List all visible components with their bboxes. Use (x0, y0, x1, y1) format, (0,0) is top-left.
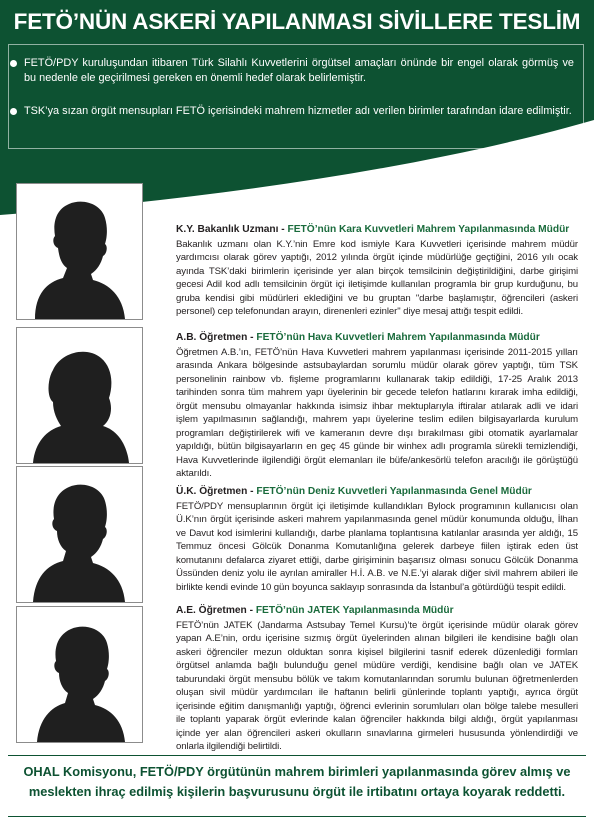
portrait-card (16, 606, 143, 743)
role-label: FETÖ’nün Hava Kuvvetleri Mahrem Yapılanmasında Müdür (256, 332, 540, 343)
profile-section (176, 485, 578, 594)
person-label: A.E. Öğretmen - (176, 605, 256, 616)
footer-conclusion (8, 755, 586, 817)
footer-text: OHAL Komisyonu, FETÖ/PDY örgütünün mahrem birimleri yapılanmasında görev almış ve meslekten ihraç edilmiş kişilerin başvurusunu örgüt ile irtibatını ortaya koyarak reddetti. (23, 764, 571, 799)
portrait-card (16, 466, 143, 603)
role-label: FETÖ’nün Deniz Kuvvetleri Yapılanmasında Genel Müdür (256, 486, 532, 497)
role-label: FETÖ’nün JATEK Yapılanmasında Müdür (255, 605, 454, 616)
section-body: Bakanlık uzmanı olan K.Y.’nin Emre kod ismiyle Kara Kuvvetleri içerisinde mahrem müdür yardımcısı olarak görev yaptığı, 2012 yılında örgüt içinde müdürlüğe geçtiğini, 2016 yılı ocak ayında TSK’daki birimlerin içerisinde yer alan birçok temsilcinin değiştirildiğini, darbe girişimi gecesi Adil kod adlı temsilcinin örgüt içi iletişimde kullanılan programla bir grup kurduğunu, bu gruba kendisi gibi müdürleri eklediğini ve bu gruptan "darbe başlamıştır, öğrencileri (askeri personel) cep telefonundan arayın, direnenleri ezinler" diye mesaj attığı tespit edildi. (176, 239, 578, 318)
male-silhouette-icon (17, 467, 142, 602)
section-heading (176, 604, 578, 617)
profile-section (176, 331, 578, 481)
section-heading (176, 223, 578, 236)
portrait-card (16, 327, 143, 464)
intro-bullet (14, 56, 574, 85)
page-title: FETÖ’NÜN ASKERİ YAPILANMASI SİVİLLERE TESLİM (13, 9, 581, 34)
portrait-card (16, 183, 143, 320)
profile-section (176, 223, 578, 319)
profile-section (176, 604, 578, 754)
person-label: A.B. Öğretmen - (176, 332, 257, 343)
section-body: FETÖ’nün JATEK (Jandarma Astsubay Temel Kursu)’te örgüt içerisinde müdür olarak görev yapan A.E’nin, ordu içerisine sızmış örgüt üyelerinden alınan bilgileri ile kendisine bağlı olan askeri öğrenciler mezun olduktan sonra kişisel bilgilerini tasnif ederek düzenlediği formları örgütsel anlamda bağlı bulunduğu genel müdüre verdiği, kendisine bağlı olan ve JATEK taburundaki örgüt mensubu bölük ve takım komutanlarından sorumlu bulunan öğretmenlerden oluşan sivil müdür yardımcıları ile haftanın belirli günlerinde toplantı yaptığı, ayrıca örgüt içerisinde eğitim danışmanlığı yaptığı, öğrenci evlerinin sorumluları olan bölge talebe mesulleri ile toplantı yaparak örgüt evlerinde kalan öğrenciler hakkında bilgi aldığı, örgüt yapılanması içinde yer alan öğrencileri askeri okulların sınavlarına girmeleri hususunda yönlendirdiği ve onlarla ilgilendiği belirtildi. (176, 620, 578, 753)
bullet-icon (10, 60, 17, 67)
section-heading (176, 331, 578, 344)
bullet-icon (10, 108, 17, 115)
intro-bullet (14, 104, 574, 119)
intro-text: FETÖ/PDY kuruluşundan itibaren Türk Silahlı Kuvvetlerini örgütsel amaçları önünde bir engel olarak görmüş ve bu nedenle ele geçirilmesi gereken en önemli hedef olarak belirlemiştir. (24, 57, 574, 84)
female-silhouette-icon (17, 328, 142, 463)
section-body: FETÖ/PDY mensuplarının örgüt içi iletişimde kullandıkları Bylock programının kullanıcısı olan Ü.K’nın örgüt içerisinde askeri mahrem yapılanmasında genel müdür konumunda olduğu, İlhan ve Davut kod isimlerini kullandığı, darbe planlama toplantısına katılanlar arasında yer aldığı, 15 Temmuz öncesi Gölcük Donanma Komutanlığına gelerek darbeye fiilen iştirak eden üst komutanını defalarca ziyaret ettiği, darbe girişiminin başarısız olması sonucu Gölcük Donanma Üssünden deniz yolu ile ayrılan amiraller H.İ. A.B. ve N.E.’yi alarak diğer sivil mahrem abileri ile birlikte kendi evinde 10 gün boyunca saklayıp sonrasında da İstanbul’a götürdüğü tespit edildi. (176, 501, 578, 593)
section-heading (176, 485, 578, 498)
person-label: K.Y. Bakanlık Uzmanı - (176, 224, 288, 235)
person-label: Ü.K. Öğretmen - (176, 486, 257, 497)
male-silhouette-icon (17, 184, 142, 319)
male-silhouette-icon (17, 607, 142, 742)
role-label: FETÖ’nün Kara Kuvvetleri Mahrem Yapılanmasında Müdür (287, 224, 570, 235)
intro-text: TSK’ya sızan örgüt mensupları FETÖ içerisindeki mahrem hizmetler adı verilen birimler tarafından idare edilmiştir. (24, 105, 572, 117)
section-body: Öğretmen A.B.’ın, FETÖ’nün Hava Kuvvetleri mahrem yapılanması içerisinde 2011-2015 yılları arasında Ankara bölgesinde astsubaylardan sorumlu müdür olarak görev yaptığı, tüm TSK personelinin rainbow vb. fişleme programlarını kullanarak takip edildiği, 17-25 Aralık 2013 tarihinden sonra tüm mahrem yapı üyelerinin bir gecede telefon hatlarını kırarak imha edildiği, örgüt mensubu olmayanlar hakkında isimsiz ihbar mektuplarıyla iftiralar atılarak adli ve idari işlem yapılmasının sağlandığı, mahrem yapı üyelerine teslim edilen bilgisayarlarda kurulum programları değiştirilerek wifi ve kameranın devre dışı bırakılması gibi otomatik ayarlamalar yapıldığı, bütün bilgisayarların en geç 45 günde bir winhex adlı programla sürekli temizlendiği, Hava Kuvvetlerinde ilgilendiği örgüt elemanları ile büfe/ankesörlü telefon aracılığı ile görüştüğü aktarıldı. (176, 347, 578, 480)
